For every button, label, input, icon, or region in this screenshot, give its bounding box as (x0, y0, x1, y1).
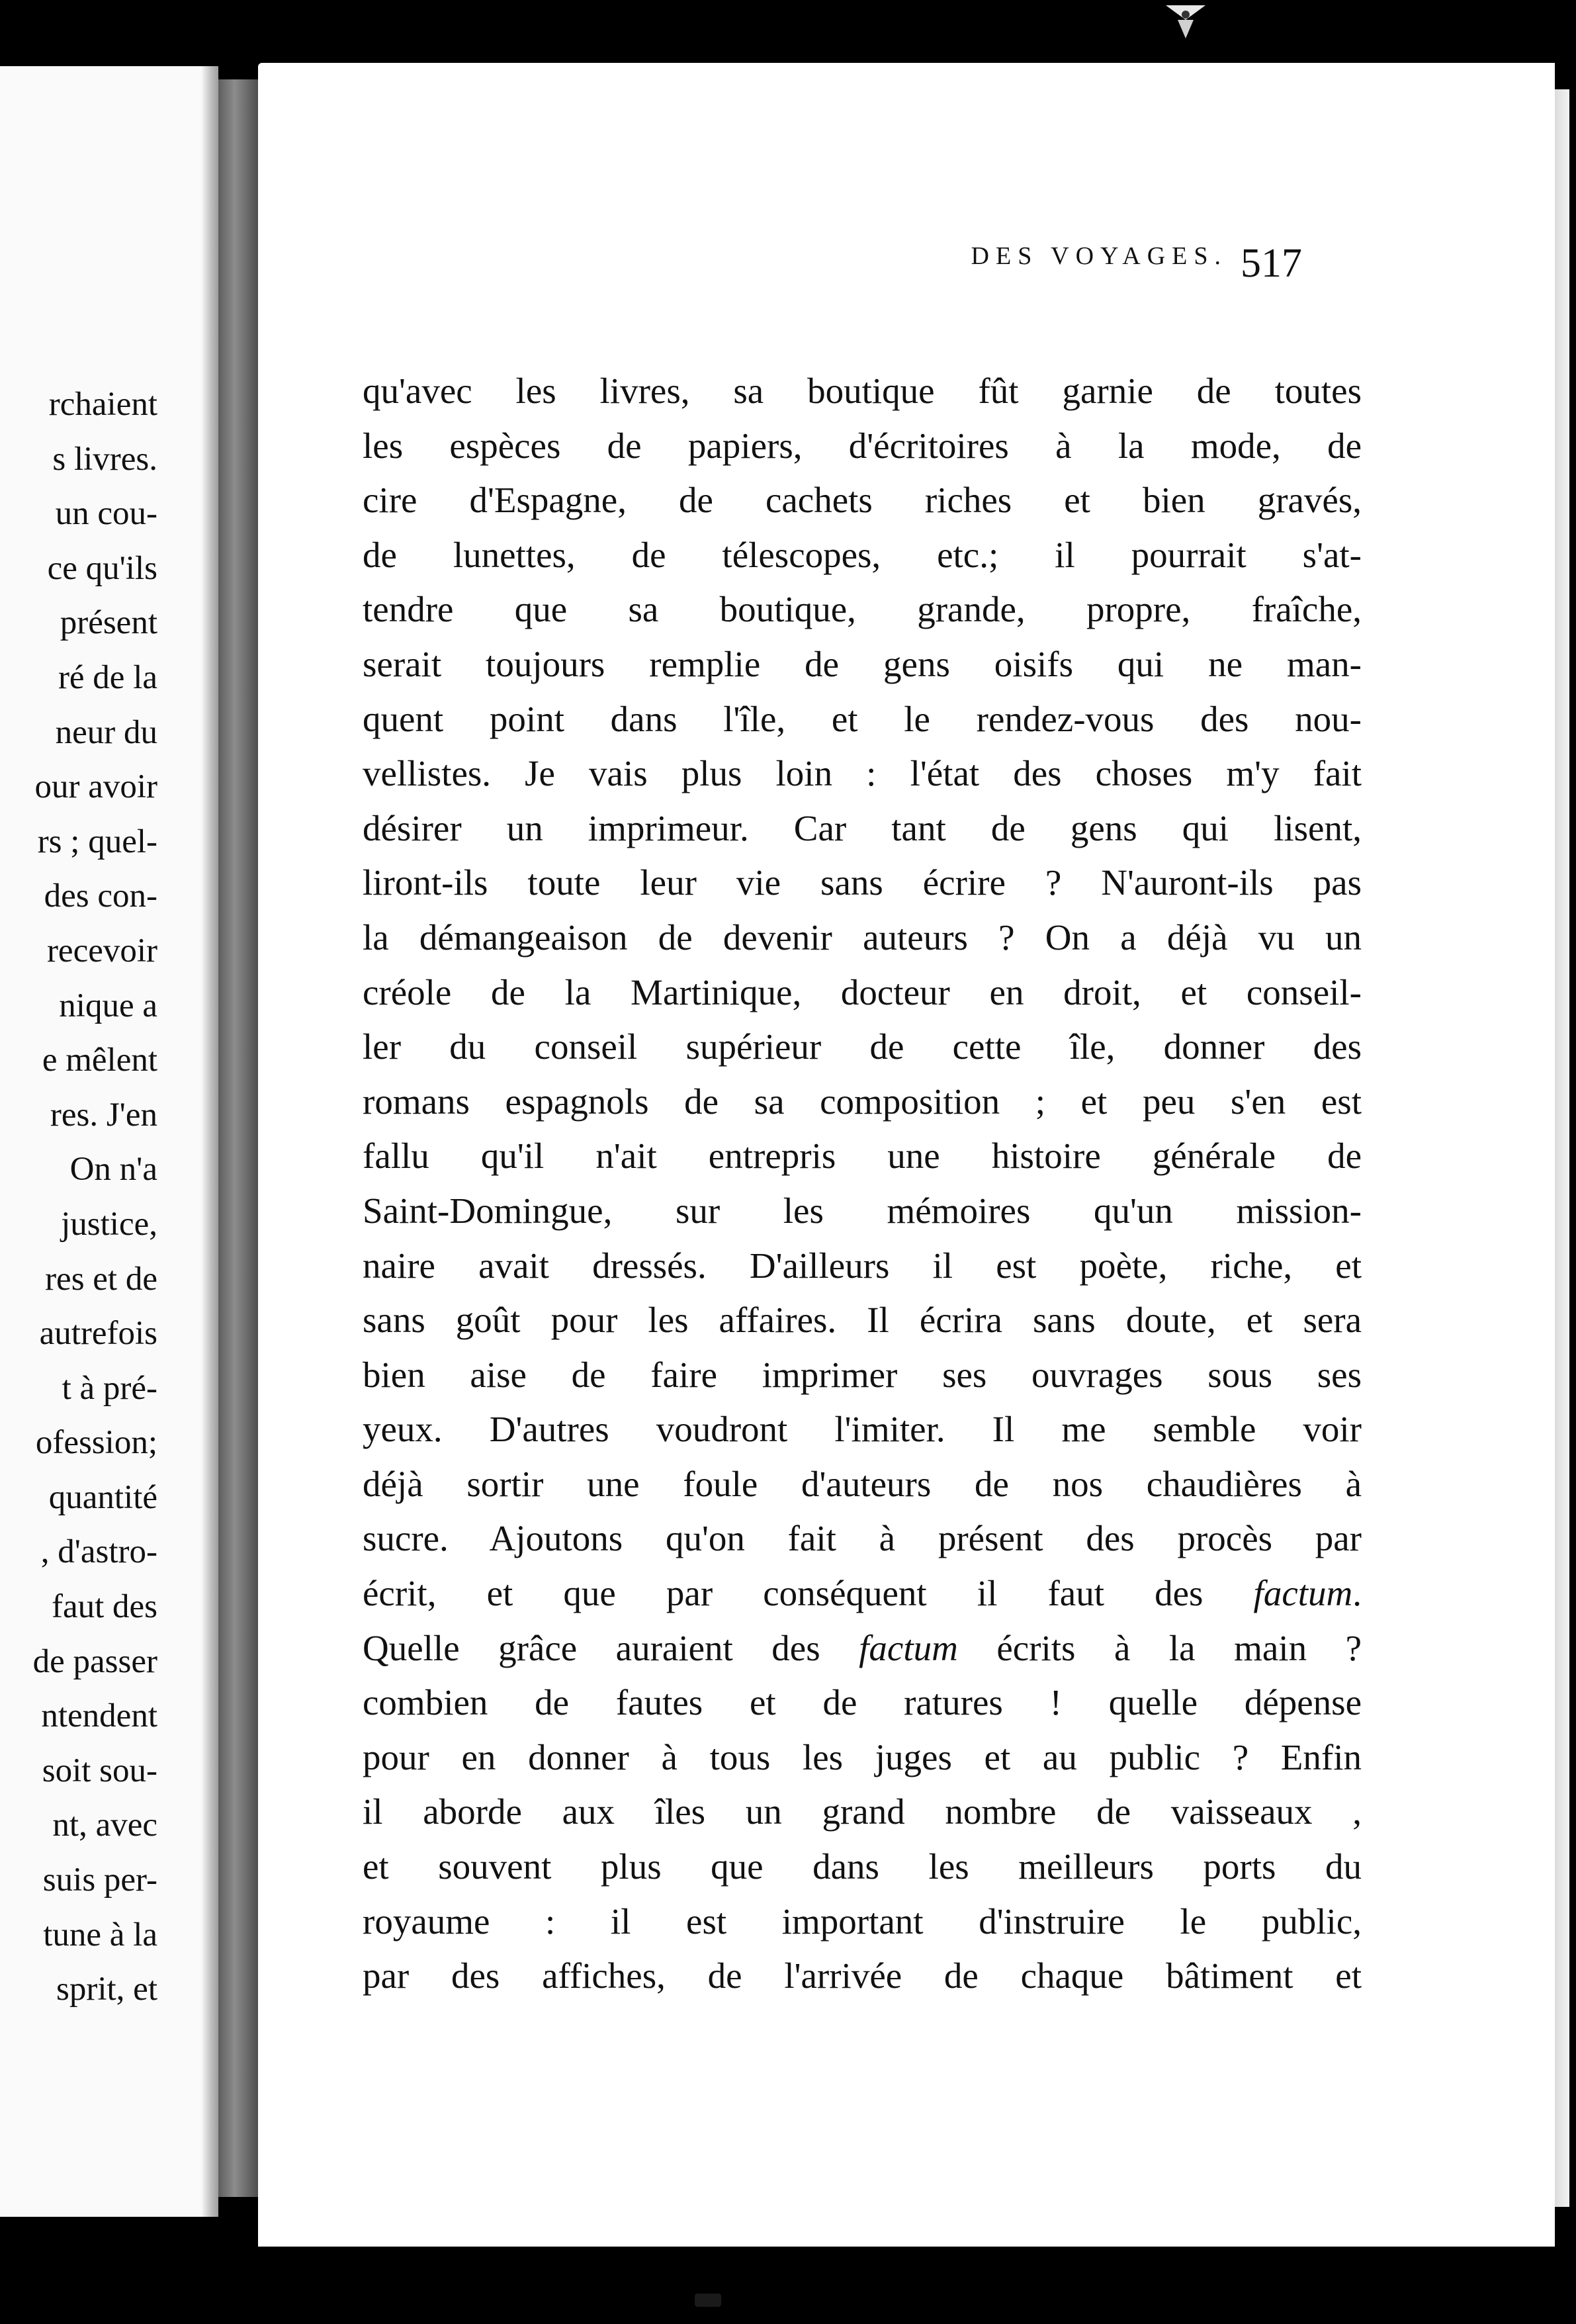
text-line: Saint-Domingue, sur les mémoires qu'un mission- (363, 1190, 1362, 1231)
left-text-line: de passer (32, 1642, 157, 1680)
left-page-text (33, 377, 157, 2017)
left-text-line: un cou- (55, 495, 157, 533)
text-line: cire d'Espagne, de cachets riches et bien gravés, (363, 480, 1362, 521)
text-line: quent point dans l'île, et le rendez-vous des nou- (363, 698, 1362, 739)
text-line: désirer un imprimeur. Car tant de gens qui lisent, (363, 807, 1362, 848)
text-line: déjà sortir une foule d'auteurs de nos chaudières à (363, 1463, 1362, 1504)
left-text-line: rs ; quel- (37, 823, 157, 860)
left-page-fragment (0, 66, 218, 2217)
left-text-line: justice, (61, 1205, 157, 1243)
text-line: naire avait dressés. D'ailleurs il est poète, riche, et (363, 1245, 1362, 1286)
left-text-line: sprit, et (56, 1971, 157, 2008)
left-text-line: res et de (45, 1260, 157, 1298)
left-text-line: quantité (48, 1478, 157, 1516)
text-line: yeux. D'autres voudront l'imiter. Il me semble voir (363, 1409, 1362, 1450)
text-line: combien de fautes et de ratures ! quelle dépense (363, 1682, 1362, 1723)
text-line: écrit, et que par conséquent il faut des factum. (363, 1573, 1362, 1614)
left-text-line: ofession; (35, 1424, 157, 1462)
left-text-line: neur du (55, 713, 157, 751)
left-text-line: res. J'en (50, 1096, 157, 1134)
text-line: liront-ils toute leur vie sans écrire ? N'auront-ils pas (363, 862, 1362, 903)
text-line: pour en donner à tous les juges et au public ? Enfin (363, 1736, 1362, 1777)
fleuron-ornament-icon (1159, 0, 1212, 46)
page-number: 517 (1241, 241, 1302, 286)
text-line: créole de la Martinique, docteur en droit, et conseil- (363, 971, 1362, 1012)
text-line: la démangeaison de devenir auteurs ? On a déjà vu un (363, 916, 1362, 958)
body-text (363, 364, 1362, 2004)
italic-word: factum (859, 1627, 958, 1668)
left-text-line: nt, avec (52, 1807, 157, 1844)
text-line: romans espagnols de sa composition ; et peu s'en est (363, 1081, 1362, 1122)
book-gutter (218, 79, 259, 2197)
left-page-shadow (201, 66, 218, 2217)
left-text-line: ré de la (58, 658, 157, 696)
right-page (258, 63, 1555, 2247)
left-text-line: rchaient (48, 386, 157, 423)
running-head: DES VOYAGES. (971, 242, 1227, 270)
left-text-line: our avoir (34, 768, 157, 806)
text-line: fallu qu'il n'ait entrepris une histoire générale de (363, 1136, 1362, 1177)
left-text-line: t à pré- (62, 1369, 157, 1407)
scan-mark-icon (695, 2294, 721, 2307)
text-line: de lunettes, de télescopes, etc.; il pourrait s'at- (363, 534, 1362, 575)
italic-word: factum (1253, 1573, 1353, 1614)
text-line: ler du conseil supérieur de cette île, donner des (363, 1026, 1362, 1067)
left-text-line: ntendent (41, 1697, 157, 1735)
text-line: Quelle grâce auraient des factum écrits à la main ? (363, 1627, 1362, 1668)
text-line: sans goût pour les affaires. Il écrira sans doute, et sera (363, 1300, 1362, 1341)
text-line: et souvent plus que dans les meilleurs ports du (363, 1846, 1362, 1887)
left-text-line: recevoir (46, 932, 157, 969)
left-text-line: s livres. (52, 440, 157, 478)
text-line: sucre. Ajoutons qu'on fait à présent des procès par (363, 1518, 1362, 1559)
text-line: qu'avec les livres, sa boutique fût garnie de toutes (363, 371, 1362, 411)
left-text-line: nique a (59, 987, 157, 1024)
text-line: tendre que sa boutique, grande, propre, fraîche, (363, 589, 1362, 630)
text-line: vellistes. Je vais plus loin : l'état des choses m'y fait (363, 753, 1362, 794)
left-text-line: suis per- (42, 1861, 157, 1899)
left-text-line: autrefois (39, 1315, 157, 1353)
text-line: il aborde aux îles un grand nombre de vaisseaux , (363, 1791, 1362, 1832)
left-text-line: tune à la (43, 1916, 157, 1953)
left-text-line: soit sou- (42, 1752, 157, 1789)
left-text-line: On n'a (69, 1151, 157, 1188)
text-line: par des affiches, de l'arrivée de chaque bâtiment et (363, 1955, 1362, 1996)
text-line: royaume : il est important d'instruire le public, (363, 1900, 1362, 1942)
left-text-line: ce qu'ils (47, 549, 157, 587)
left-text-line: e mêlent (42, 1042, 157, 1079)
text-line: bien aise de faire imprimer ses ouvrages sous ses (363, 1354, 1362, 1395)
page-edge (1555, 89, 1569, 2207)
text-line: serait toujours remplie de gens oisifs qui ne man- (363, 643, 1362, 684)
left-text-line: des con- (44, 877, 157, 915)
left-text-line: présent (60, 604, 157, 642)
text-line: les espèces de papiers, d'écritoires à la mode, de (363, 425, 1362, 466)
left-text-line: , d'astro- (40, 1533, 157, 1571)
left-text-line: faut des (51, 1588, 157, 1626)
